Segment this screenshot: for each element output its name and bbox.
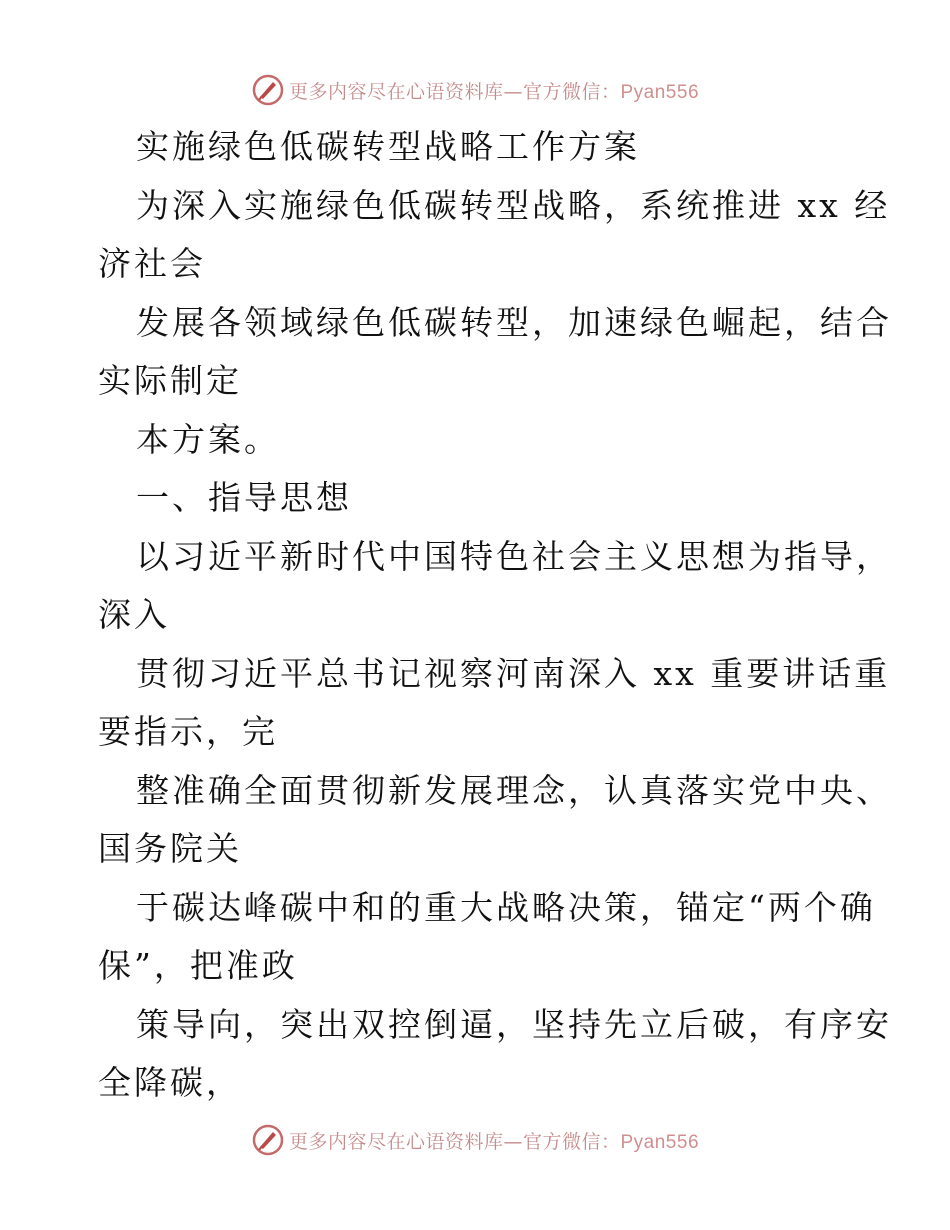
paragraph-line: 于碳达峰碳中和的重大战略决策，锚定“两个确 (136, 887, 876, 927)
watermark-text: 更多内容尽在心语资料库 (288, 80, 504, 103)
watermark-wechat-id: Pyan556 (620, 1131, 700, 1153)
section-heading: 一、指导思想 (136, 478, 352, 517)
paragraph-line: 整准确全面贯彻新发展理念，认真落实党中央、 (136, 770, 892, 810)
watermark-dash: — (503, 1130, 523, 1153)
paragraph-line: 全降碳， (98, 1063, 242, 1102)
footer-watermark (0, 1120, 950, 1160)
paragraph-line: 实际制定 (98, 361, 242, 400)
quill-seal-icon (251, 1123, 285, 1157)
watermark-text: 更多内容尽在心语资料库 (288, 1130, 504, 1153)
paragraph-line: 本方案。 (136, 419, 280, 459)
document-body (98, 118, 892, 1113)
header-watermark (0, 70, 950, 110)
paragraph-line: 济社会 (98, 244, 206, 283)
paragraph-line: 以习近平新时代中国特色社会主义思想为指导， (136, 536, 892, 576)
paragraph-line: 发展各领域绿色低碳转型，加速绿色崛起，结合 (136, 302, 892, 342)
paragraph-line: 策导向，突出双控倒逼，坚持先立后破，有序安 (136, 1004, 892, 1044)
watermark-wechat-label: 官方微信： (522, 80, 621, 103)
watermark-wechat-id: Pyan556 (620, 81, 700, 103)
quill-seal-icon (251, 73, 285, 107)
paragraph-line: 国务院关 (98, 829, 242, 868)
paragraph-line: 为深入实施绿色低碳转型战略，系统推进 xx 经 (136, 185, 891, 225)
document-title: 实施绿色低碳转型战略工作方案 (136, 127, 640, 166)
paragraph-line: 要指示，完 (98, 712, 278, 751)
paragraph-line: 深入 (98, 595, 170, 634)
watermark-dash: — (503, 80, 523, 103)
watermark-wechat-label: 官方微信： (522, 1130, 621, 1153)
paragraph-line: 贯彻习近平总书记视察河南深入 xx 重要讲话重 (136, 653, 891, 693)
paragraph-line: 保”，把准政 (98, 946, 298, 985)
